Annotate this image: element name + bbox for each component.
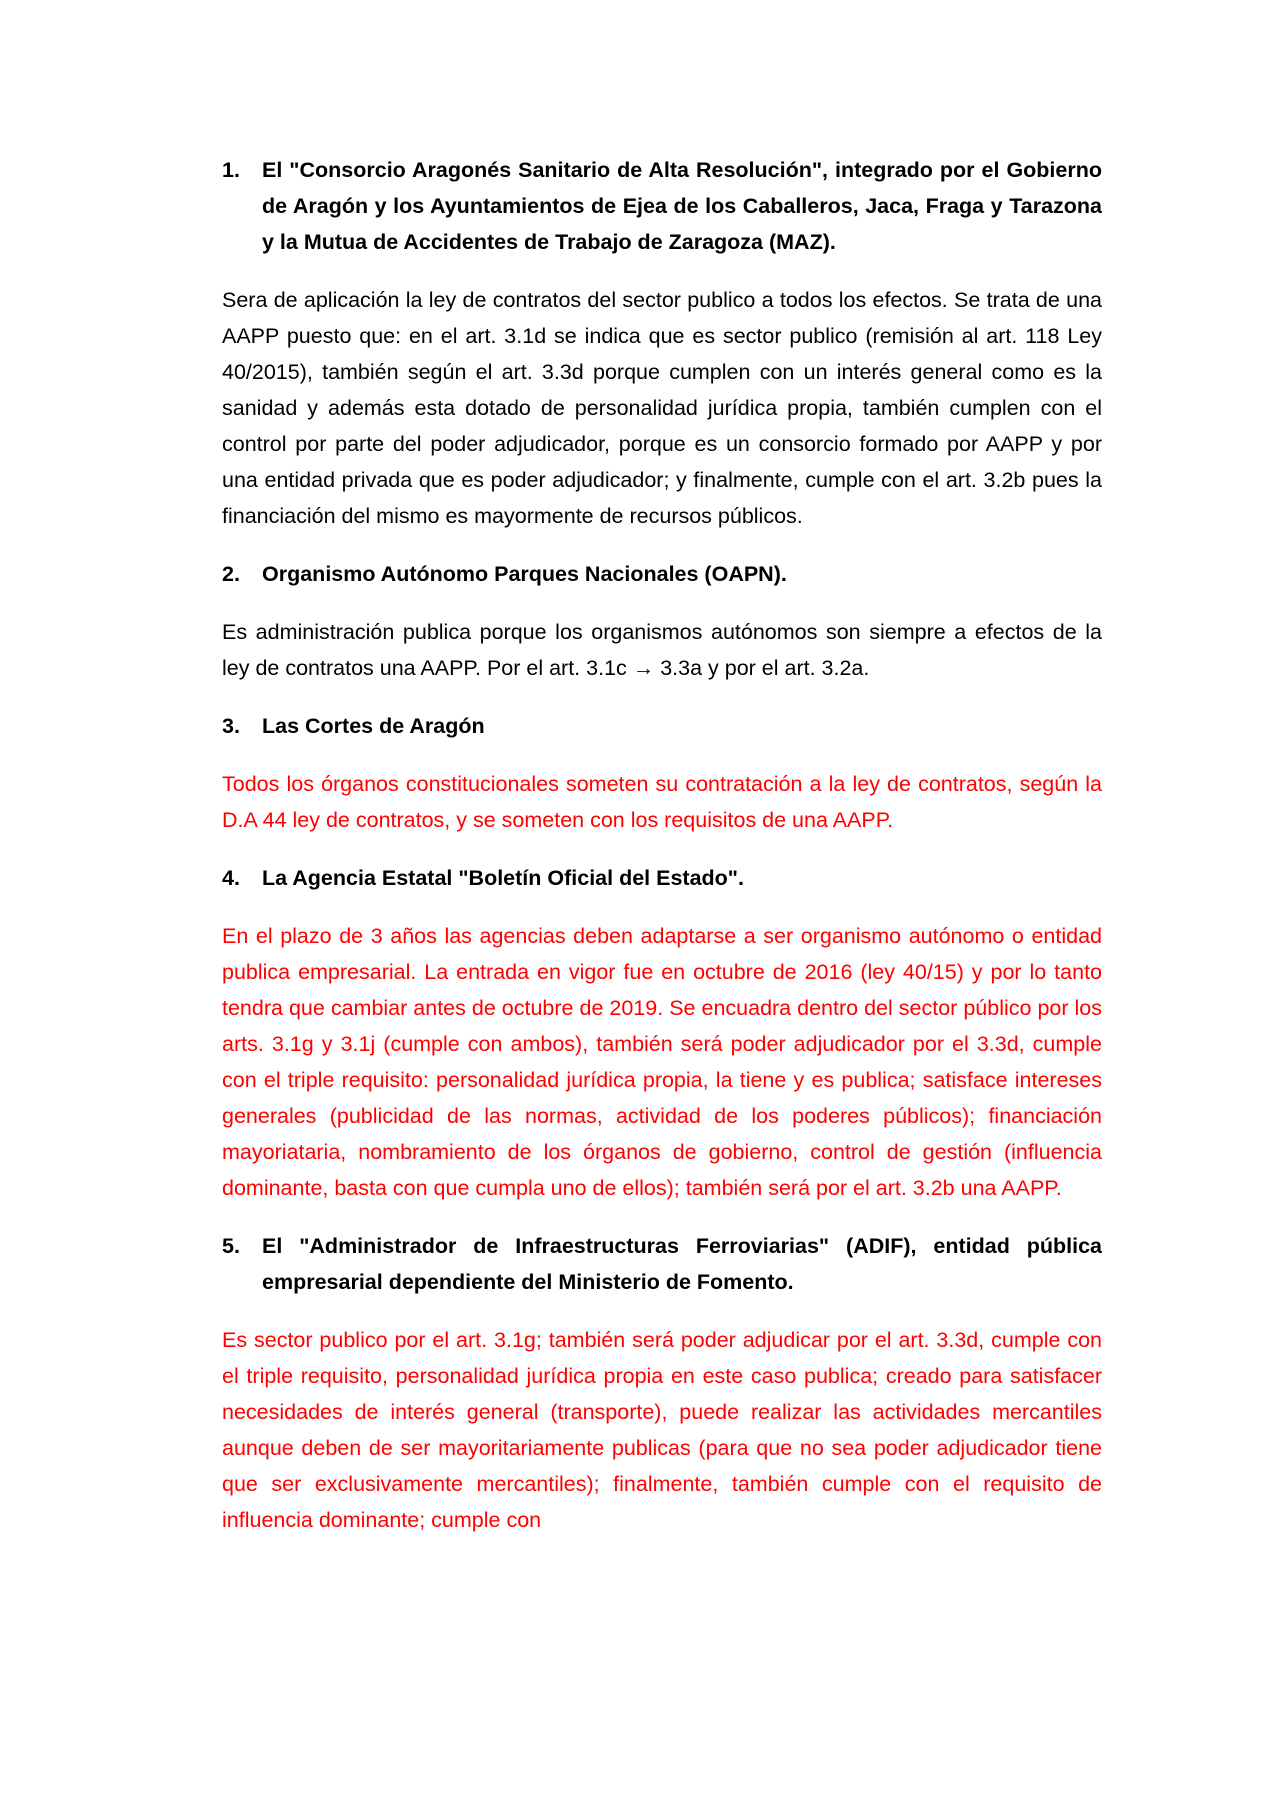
section-title: El "Consorcio Aragonés Sanitario de Alta Resolución", integrado por el Gobierno de Aragón y los Ayuntamientos de Ejea de los Caballeros, Jaca, Fraga y Tarazona y la Mutua de Accidentes de Trabajo de Zaragoza (MAZ). (262, 158, 1102, 254)
section-title: Las Cortes de Aragón (262, 714, 485, 738)
section-number: 3. (222, 714, 240, 738)
section-title: La Agencia Estatal "Boletín Oficial del Estado". (262, 866, 744, 890)
section-body-3: Todos los órganos constitucionales someten su contratación a la ley de contratos, según la D.A 44 ley de contratos, y se someten con los requisitos de una AAPP. (222, 772, 1102, 832)
section-number: 4. (222, 866, 240, 890)
section-body-2: Es administración publica porque los organismos autónomos son siempre a efectos de la ley de contratos una AAPP. Por el art. 3.1c → 3.3a y por el art. 3.2a. (222, 620, 1102, 680)
section-body-5: Es sector publico por el art. 3.1g; también será poder adjudicar por el art. 3.3d, cumple con el triple requisito, personalidad jurídica propia en este caso publica; creado para satisfacer necesidades de interés general (transporte), puede realizar las actividades mercantiles aunque deben de ser mayoritariamente publicas (para que no sea poder adjudicador tiene que ser exclusivamente mercantiles); finalmente, también cumple con el requisito de influencia dominante; cumple con (222, 1328, 1102, 1532)
section-heading-1 (222, 152, 1102, 260)
section-heading-2 (222, 556, 1102, 592)
section-heading-5 (222, 1228, 1102, 1300)
section-heading-3 (222, 708, 1102, 744)
section-number: 2. (222, 562, 240, 586)
section-title: Organismo Autónomo Parques Nacionales (OAPN). (262, 562, 787, 586)
section-body-1: Sera de aplicación la ley de contratos del sector publico a todos los efectos. Se trata de una AAPP puesto que: en el art. 3.1d se indica que es sector publico (remisión al art. 118 Ley 40/2015), también según el art. 3.3d porque cumplen con un interés general como es la sanidad y además esta dotado de personalidad jurídica propia, también cumplen con el control por parte del poder adjudicador, porque es un consorcio formado por AAPP y por una entidad privada que es poder adjudicador; y finalmente, cumple con el art. 3.2b pues la financiación del mismo es mayormente de recursos públicos. (222, 288, 1102, 528)
section-heading-4 (222, 860, 1102, 896)
section-number: 5. (222, 1234, 240, 1258)
document-page (222, 152, 1102, 1560)
section-body-4: En el plazo de 3 años las agencias deben adaptarse a ser organismo autónomo o entidad publica empresarial. La entrada en vigor fue en octubre de 2016 (ley 40/15) y por lo tanto tendra que cambiar antes de octubre de 2019. Se encuadra dentro del sector público por los arts. 3.1g y 3.1j (cumple con ambos), también será poder adjudicador por el 3.3d, cumple con el triple requisito: personalidad jurídica propia, la tiene y es publica; satisface intereses generales (publicidad de las normas, actividad de los poderes públicos); financiación mayoriataria, nombramiento de los órganos de gobierno, control de gestión (influencia dominante, basta con que cumpla uno de ellos); también será por el art. 3.2b una AAPP. (222, 924, 1102, 1200)
section-title: El "Administrador de Infraestructuras Ferroviarias" (ADIF), entidad pública empresarial dependiente del Ministerio de Fomento. (262, 1234, 1102, 1294)
section-number: 1. (222, 158, 240, 182)
